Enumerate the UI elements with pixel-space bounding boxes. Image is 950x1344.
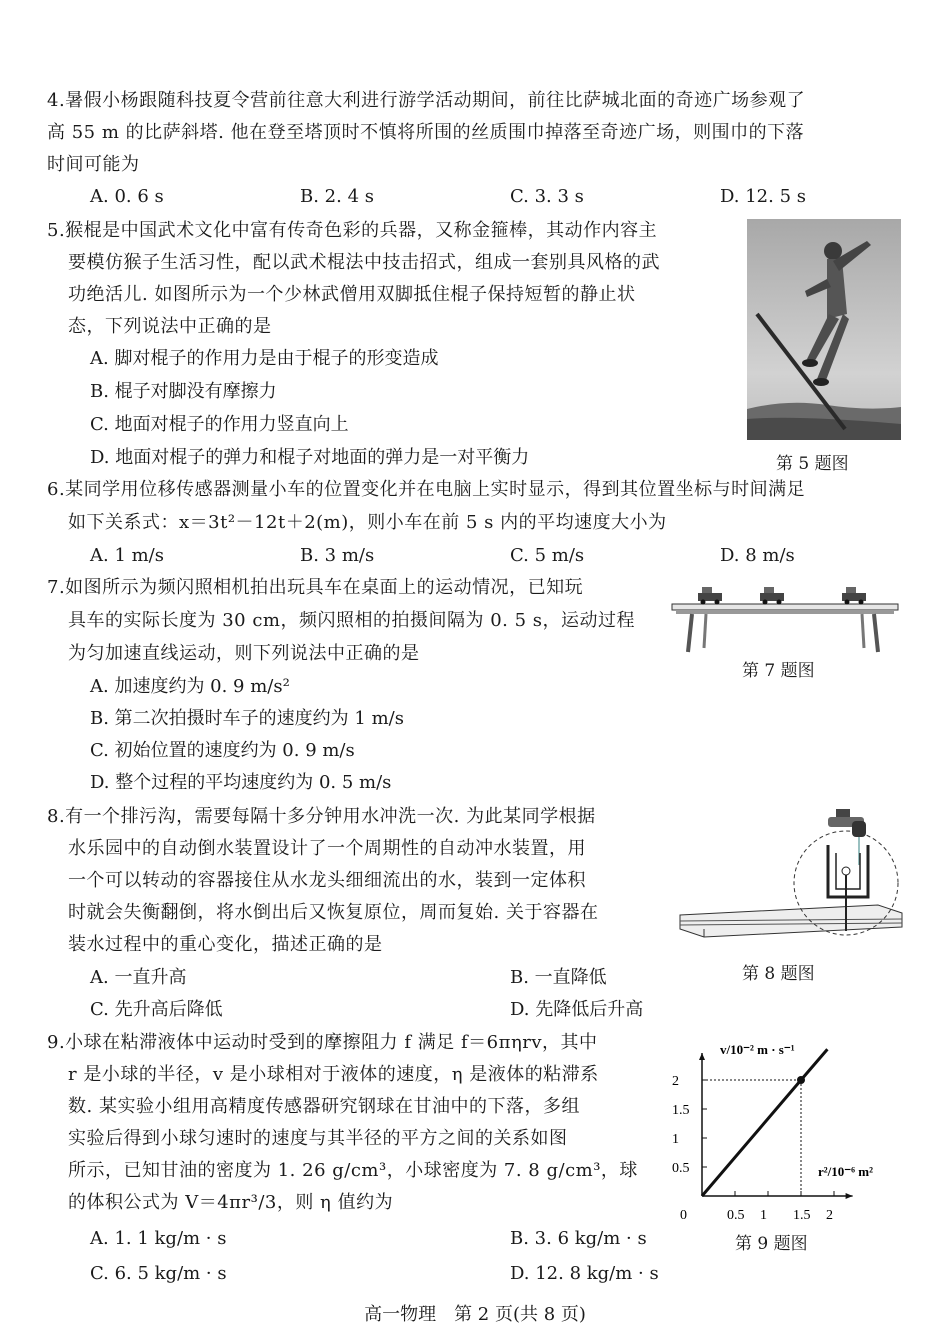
q7-option-a: A. 加速度约为 0. 9 m/s² — [90, 676, 290, 697]
q7-option-c: C. 初始位置的速度约为 0. 9 m/s — [90, 740, 355, 761]
chart-y-tick-label: 2 — [672, 1074, 679, 1089]
chart-y-tick-label: 1 — [672, 1132, 679, 1147]
q6-option-b: B. 3 m/s — [300, 545, 375, 566]
chart-origin-label: 0 — [680, 1208, 687, 1223]
q5-option-c: C. 地面对棍子的作用力竖直向上 — [90, 414, 349, 435]
chart-xlabel: r²/10⁻⁶ m² — [818, 1164, 874, 1179]
q8-line-3: 一个可以转动的容器接住从水龙头细细流出的水，装到一定体积 — [68, 870, 586, 891]
q7-caption: 第 7 题图 — [742, 661, 815, 681]
q8-line-1: 8.有一个排污沟，需要每隔十多分钟用水冲洗一次. 为此某同学根据 — [47, 806, 596, 827]
q8-option-b: B. 一直降低 — [510, 967, 607, 988]
q8-figure-flush-device — [678, 805, 904, 947]
q9-line-4: 实验后得到小球匀速时的速度与其半径的平方之间的关系如图 — [68, 1128, 568, 1149]
q8-line-2: 水乐园中的自动倒水装置设计了一个周期性的自动冲水装置，用 — [68, 838, 586, 859]
q8-option-c: C. 先升高后降低 — [90, 999, 223, 1020]
chart-x-arrow — [846, 1193, 853, 1199]
q6-option-d: D. 8 m/s — [720, 545, 795, 566]
q5-caption: 第 5 题图 — [776, 454, 849, 474]
chart-x-tick-label: 1.5 — [793, 1208, 811, 1223]
chart-x-tick-label: 2 — [826, 1208, 833, 1223]
q4-option-a: A. 0. 6 s — [90, 186, 164, 207]
chart-y-tick-label: 0.5 — [672, 1161, 690, 1176]
q4-line-2: 高 55 m 的比萨斜塔. 他在登至塔顶时不慎将所围的丝质围巾掉落至奇迹广场，则围巾的下落 — [47, 122, 805, 143]
q9-line-3: 数. 某实验小组用高精度传感器研究钢球在甘油中的下落，多组 — [68, 1096, 580, 1117]
q6-line-2: 如下关系式：x＝3t²－12t＋2(m)，则小车在前 5 s 内的平均速度大小为 — [68, 512, 667, 533]
chart-line-series — [702, 1049, 827, 1196]
q7-line-1: 7.如图所示为频闪照相机拍出玩具车在桌面上的运动情况，已知玩 — [47, 577, 584, 598]
toy-car-2-icon — [760, 587, 784, 605]
page-footer: 高一物理 第 2 页(共 8 页) — [364, 1304, 586, 1325]
q5-option-b: B. 棍子对脚没有摩擦力 — [90, 381, 277, 402]
q8-line-4: 时就会失衡翻倒，将水倒出后又恢复原位，周而复始. 关于容器在 — [68, 902, 599, 923]
q7-line-3: 为匀加速直线运动，则下列说法中正确的是 — [68, 643, 420, 664]
q9-line-6: 的体积公式为 V＝4πr³/3，则 η 值约为 — [68, 1192, 394, 1213]
q9-option-a: A. 1. 1 kg/m · s — [90, 1228, 227, 1249]
q6-line-1: 6.某同学用位移传感器测量小车的位置变化并在电脑上实时显示，得到其位置坐标与时间满足 — [47, 479, 806, 500]
q4-option-c: C. 3. 3 s — [510, 186, 584, 207]
q5-option-d: D. 地面对棍子的弹力和棍子对地面的弹力是一对平衡力 — [90, 447, 530, 468]
q5-option-a: A. 脚对棍子的作用力是由于棍子的形变造成 — [90, 348, 439, 369]
q9-line-5: 所示，已知甘油的密度为 1. 26 g/cm³，小球密度为 7. 8 g/cm³，球 — [68, 1160, 638, 1181]
q7-line-2: 具车的实际长度为 30 cm，频闪照相的拍摄间隔为 0. 5 s，运动过程 — [68, 610, 636, 631]
chart-y-arrow — [699, 1053, 705, 1060]
q8-option-d: D. 先降低后升高 — [510, 999, 644, 1020]
chart-x-tick-label: 1 — [760, 1208, 767, 1223]
q6-option-c: C. 5 m/s — [510, 545, 585, 566]
q9-option-d: D. 12. 8 kg/m · s — [510, 1263, 659, 1284]
q5-line-2: 要模仿猴子生活习性，配以武术棍法中技击招式，组成一套别具风格的武 — [68, 252, 660, 273]
q4-line-1: 4.暑假小杨跟随科技夏令营前往意大利进行游学活动期间，前往比萨城北面的奇迹广场参观了 — [47, 90, 806, 111]
q5-line-4: 态，下列说法中正确的是 — [68, 316, 272, 337]
q8-option-a: A. 一直升高 — [90, 967, 187, 988]
chart-ylabel: v/10⁻² m · s⁻¹ — [720, 1042, 795, 1057]
q5-photo-monk-staff — [747, 219, 901, 440]
q4-line-3: 时间可能为 — [47, 154, 140, 175]
q9-option-b: B. 3. 6 kg/m · s — [510, 1228, 647, 1249]
q6-option-a: A. 1 m/s — [90, 545, 164, 566]
chart-y-tick-label: 1.5 — [672, 1103, 690, 1118]
q9-line-1: 9.小球在粘滞液体中运动时受到的摩擦阻力 f 满足 f＝6πηrv，其中 — [47, 1032, 598, 1053]
toy-car-3-icon — [842, 587, 866, 605]
q7-figure-table-toy-cars — [670, 574, 902, 654]
q5-line-3: 功绝活儿. 如图所示为一个少林武僧用双脚抵住棍子保持短暂的静止状 — [68, 284, 636, 305]
chart-x-tick-label: 0.5 — [727, 1208, 745, 1223]
q9-option-c: C. 6. 5 kg/m · s — [90, 1263, 227, 1284]
q8-caption: 第 8 题图 — [742, 964, 815, 984]
q7-option-d: D. 整个过程的平均速度约为 0. 5 m/s — [90, 772, 392, 793]
q9-caption: 第 9 题图 — [735, 1234, 808, 1254]
q4-option-b: B. 2. 4 s — [300, 186, 374, 207]
q9-line-2: r 是小球的半径，v 是小球相对于液体的速度，η 是液体的粘滞系 — [68, 1064, 599, 1085]
toy-car-1-icon — [698, 587, 722, 605]
q4-option-d: D. 12. 5 s — [720, 186, 806, 207]
q7-option-b: B. 第二次拍摄时车子的速度约为 1 m/s — [90, 708, 404, 729]
q9-chart — [670, 1034, 902, 1226]
q8-line-5: 装水过程中的重心变化，描述正确的是 — [68, 934, 383, 955]
chart-marked-point — [797, 1076, 805, 1084]
q5-line-1: 5.猴棍是中国武术文化中富有传奇色彩的兵器，又称金箍棒，其动作内容主 — [47, 220, 658, 241]
